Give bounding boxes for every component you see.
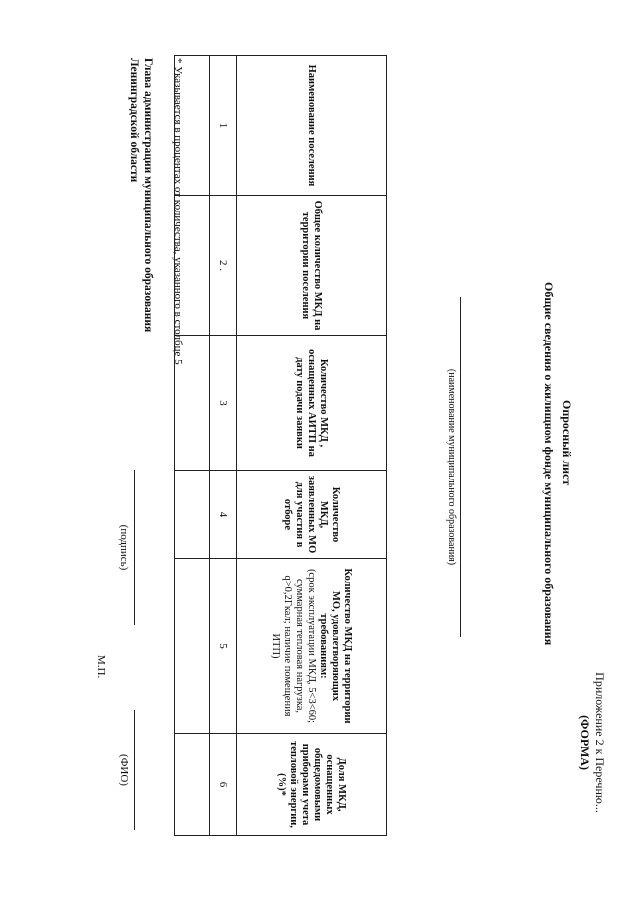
column-number-row bbox=[210, 56, 237, 836]
header-mkd-declared: Количество МКД, заявленных МО для участия в отборе bbox=[237, 471, 387, 559]
header-requirements-detail: (срок эксплуатации МКД, 5<3<60; суммарная тепловая нагрузка, q>0,2Гкал; наличие помещения ИТП) bbox=[270, 568, 318, 724]
empty-cell[interactable] bbox=[175, 559, 210, 734]
signatory-title: Глава администрации муниципального образования Ленинградской области bbox=[128, 58, 154, 333]
page-subtitle: Общие сведения о жилищном фонде муниципального образования bbox=[542, 282, 556, 646]
header-total-mkd: Общее количество МКД на территории поселения bbox=[237, 196, 387, 336]
signature-line bbox=[134, 470, 135, 625]
column-number: 1 bbox=[210, 56, 237, 196]
housing-data-table bbox=[174, 55, 387, 836]
column-number: 2 . bbox=[210, 196, 237, 336]
municipality-caption: (наименование муниципального образования) bbox=[446, 368, 457, 566]
header-requirements-title: Количество МКД на территории МО, удовлетворяющих требованиям: bbox=[318, 568, 354, 724]
signature-caption: (подпись) bbox=[118, 524, 130, 571]
fio-caption: (ФИО) bbox=[118, 754, 130, 786]
form-label: (ФОРМА) bbox=[578, 715, 592, 770]
header-mkd-meeting-requirements bbox=[237, 559, 387, 734]
appendix-header bbox=[577, 640, 607, 845]
column-number: 4 bbox=[210, 471, 237, 559]
header-share-metered: Доля МКД, оснащенных общедомовыми приборами учета тепловой энергии, (%)* bbox=[237, 734, 387, 836]
column-number: 3 bbox=[210, 336, 237, 471]
column-number: 6 bbox=[210, 734, 237, 836]
empty-cell[interactable] bbox=[175, 734, 210, 836]
column-number: 5 bbox=[210, 559, 237, 734]
header-mkd-with-aitp: Количество МКД , оснащенных АИТП на дату подачи заявки bbox=[237, 336, 387, 471]
table-footnote: * Указывается в процентах от количества, указанного в столбце 5 bbox=[172, 58, 184, 365]
page-title: Опросный лист bbox=[560, 400, 574, 486]
table-header-row bbox=[237, 56, 387, 836]
appendix-reference: Приложение 2 к Перечню... bbox=[593, 672, 607, 813]
header-settlement-name: Наименование поселения bbox=[237, 56, 387, 196]
empty-cell[interactable] bbox=[175, 471, 210, 559]
fio-line bbox=[134, 710, 135, 830]
stamp-placeholder: М.П. bbox=[95, 655, 107, 679]
municipality-fill-line bbox=[460, 297, 461, 637]
